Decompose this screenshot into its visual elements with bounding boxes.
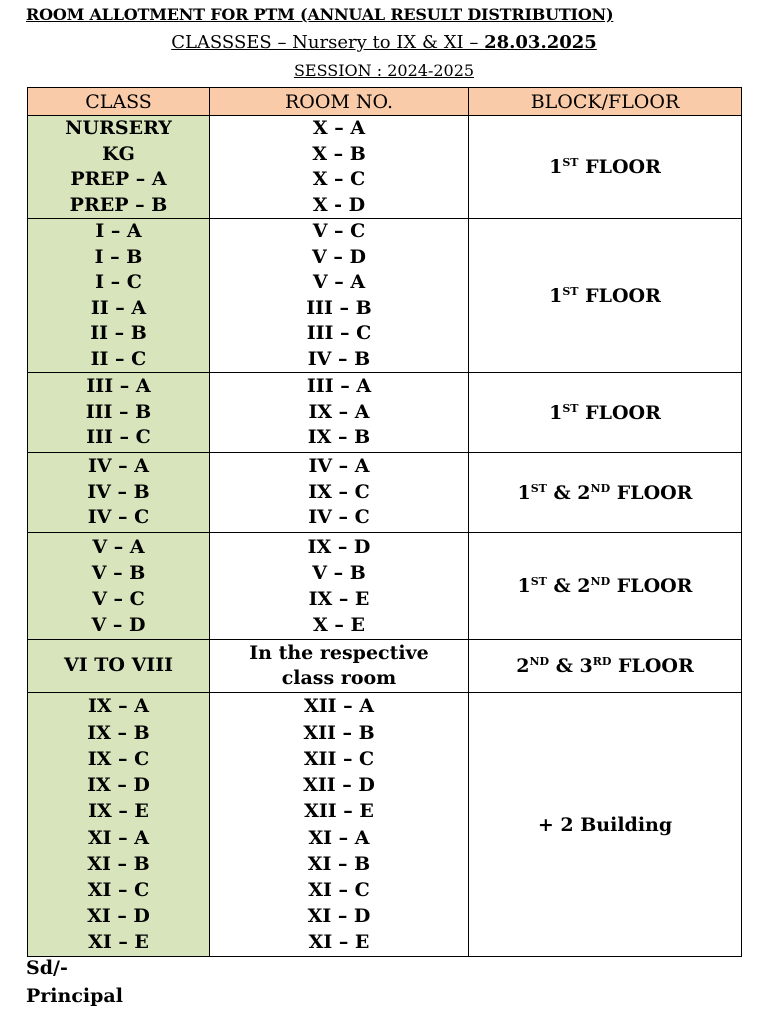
room-label: III – C: [306, 322, 372, 344]
class-cell: [28, 533, 210, 640]
room-label: X – A: [312, 117, 366, 139]
floor-number: 2: [577, 575, 591, 597]
room-label: IV – A: [308, 455, 370, 478]
class-label: VI TO VIII: [64, 654, 173, 677]
room-cell: [210, 373, 469, 453]
class-label: IX – B: [87, 721, 150, 744]
class-cell: [28, 640, 210, 693]
room-allotment-table: [27, 87, 742, 957]
floor-number: 2: [516, 655, 530, 677]
class-label: V – A: [92, 536, 145, 558]
floor-word: FLOOR: [585, 156, 661, 178]
room-label: XII – E: [304, 800, 374, 823]
room-label: X - D: [312, 193, 366, 216]
class-label: IV – B: [87, 480, 150, 503]
room-label: IX – E: [308, 588, 370, 610]
table-row: [28, 640, 742, 693]
class-label: NURSERY: [65, 117, 172, 139]
room-label: X – B: [312, 142, 366, 165]
floor-ordinal-suffix: ND: [529, 655, 550, 668]
table-row: [28, 219, 742, 373]
floor-word: FLOOR: [585, 284, 661, 307]
floor-number: 1: [517, 481, 531, 504]
class-cell: [28, 116, 210, 219]
floor-number: 2: [577, 481, 591, 504]
column-header-room: ROOM NO.: [210, 88, 469, 116]
class-cell: [28, 693, 210, 957]
floor-joiner: &: [553, 575, 571, 597]
floor-ordinal-suffix: ST: [530, 575, 547, 588]
class-cell: [28, 373, 210, 453]
floor-number: 3: [579, 655, 593, 677]
floor-number: 1: [549, 401, 563, 424]
floor-cell: [469, 453, 742, 533]
room-label: XI – E: [308, 931, 370, 954]
room-label: XII – D: [303, 774, 375, 797]
floor-cell: [469, 640, 742, 693]
class-label: PREP – B: [69, 193, 168, 216]
room-label: X – E: [313, 614, 365, 636]
room-cell: [210, 219, 469, 373]
room-label: III – B: [306, 296, 372, 319]
floor-cell: [469, 116, 742, 219]
class-label: XI – D: [87, 905, 150, 928]
session-label: SESSION : 2024-2025: [293, 61, 475, 80]
room-label: V – A: [312, 271, 366, 293]
class-label: PREP – A: [70, 168, 167, 190]
floor-word: FLOOR: [618, 655, 694, 677]
room-cell: [210, 693, 469, 957]
table-row: [28, 693, 742, 957]
table-body: [28, 116, 742, 957]
floor-joiner: &: [555, 655, 573, 677]
table-row: [28, 533, 742, 640]
class-label: IX – A: [87, 695, 150, 718]
room-label: XII – A: [304, 695, 374, 718]
room-label: XII – B: [303, 721, 375, 744]
floor-ordinal-suffix: ST: [562, 156, 579, 169]
class-label: V – C: [92, 588, 145, 610]
room-cell: [210, 116, 469, 219]
room-label: V – D: [312, 245, 366, 268]
table-header-row: [28, 88, 742, 116]
class-label: IV – C: [87, 506, 150, 529]
floor-number: 1: [549, 284, 563, 307]
room-label: XI – C: [308, 878, 370, 901]
room-label: In the respective: [249, 641, 429, 664]
room-cell: [210, 640, 469, 693]
room-label: V – B: [312, 562, 366, 584]
floor-ordinal-suffix: ND: [590, 575, 611, 588]
class-label: III – A: [86, 375, 151, 398]
floor-number: 1: [549, 156, 563, 178]
room-label: class room: [281, 667, 397, 689]
column-header-class: CLASS: [28, 88, 210, 116]
room-label: IV – B: [307, 347, 371, 370]
floor-word: FLOOR: [616, 575, 693, 597]
floor-word: FLOOR: [616, 481, 693, 504]
room-label: XI – A: [308, 826, 370, 849]
subtitle: [0, 32, 768, 53]
floor-ordinal-suffix: RD: [592, 655, 612, 668]
page-title: ROOM ALLOTMENT FOR PTM (ANNUAL RESULT DISTRIBUTION): [26, 5, 614, 24]
class-label: II – A: [90, 296, 147, 319]
class-label: KG: [102, 142, 135, 165]
class-label: II – B: [90, 322, 147, 344]
subtitle-date: 28.03.2025: [484, 32, 597, 53]
class-label: V – D: [91, 614, 146, 636]
signature-text: Sd/-: [26, 957, 68, 979]
room-label: XI – D: [307, 905, 371, 928]
room-label: V – C: [312, 220, 366, 242]
column-header-floor: BLOCK/FLOOR: [469, 88, 742, 116]
table-row: [28, 453, 742, 533]
class-label: IX – C: [87, 747, 150, 770]
floor-number: 1: [517, 575, 531, 597]
class-label: I – A: [95, 220, 142, 242]
floor-ordinal-suffix: ST: [562, 284, 579, 298]
table-row: [28, 373, 742, 453]
class-label: I – C: [95, 271, 142, 293]
floor-label: + 2 Building: [537, 813, 673, 836]
room-label: X – C: [312, 168, 366, 190]
class-label: XI – C: [87, 878, 150, 901]
room-label: IV – C: [308, 506, 370, 529]
class-label: I – B: [94, 245, 143, 268]
class-label: II – C: [90, 347, 147, 370]
floor-cell: [469, 373, 742, 453]
class-cell: [28, 219, 210, 373]
floor-ordinal-suffix: ST: [562, 401, 579, 415]
floor-cell: [469, 219, 742, 373]
class-label: IX – D: [87, 774, 150, 797]
class-label: XI – E: [88, 931, 149, 954]
room-label: XI – B: [307, 852, 371, 875]
class-label: V – B: [91, 562, 146, 584]
room-label: IX – B: [307, 426, 371, 449]
room-label: IX – D: [307, 536, 371, 558]
floor-word: FLOOR: [585, 401, 661, 424]
class-label: IV – A: [87, 455, 150, 478]
floor-ordinal-suffix: ST: [530, 481, 547, 495]
class-label: III – B: [85, 400, 152, 423]
room-cell: [210, 533, 469, 640]
class-cell: [28, 453, 210, 533]
room-label: IX – A: [308, 400, 370, 423]
room-label: XII – C: [303, 747, 375, 770]
floor-cell: [469, 693, 742, 957]
room-cell: [210, 453, 469, 533]
class-label: XI – A: [87, 826, 150, 849]
designation-text: Principal: [26, 985, 123, 1007]
room-label: III – A: [306, 375, 372, 398]
room-label: IX – C: [308, 480, 370, 503]
floor-cell: [469, 533, 742, 640]
floor-joiner: &: [553, 481, 571, 504]
floor-ordinal-suffix: ND: [590, 481, 611, 495]
table-row: [28, 116, 742, 219]
class-label: IX – E: [88, 800, 149, 823]
subtitle-prefix: CLASSSES – Nursery to IX & XI –: [171, 32, 485, 53]
class-label: XI – B: [87, 852, 150, 875]
class-label: III – C: [86, 426, 151, 449]
